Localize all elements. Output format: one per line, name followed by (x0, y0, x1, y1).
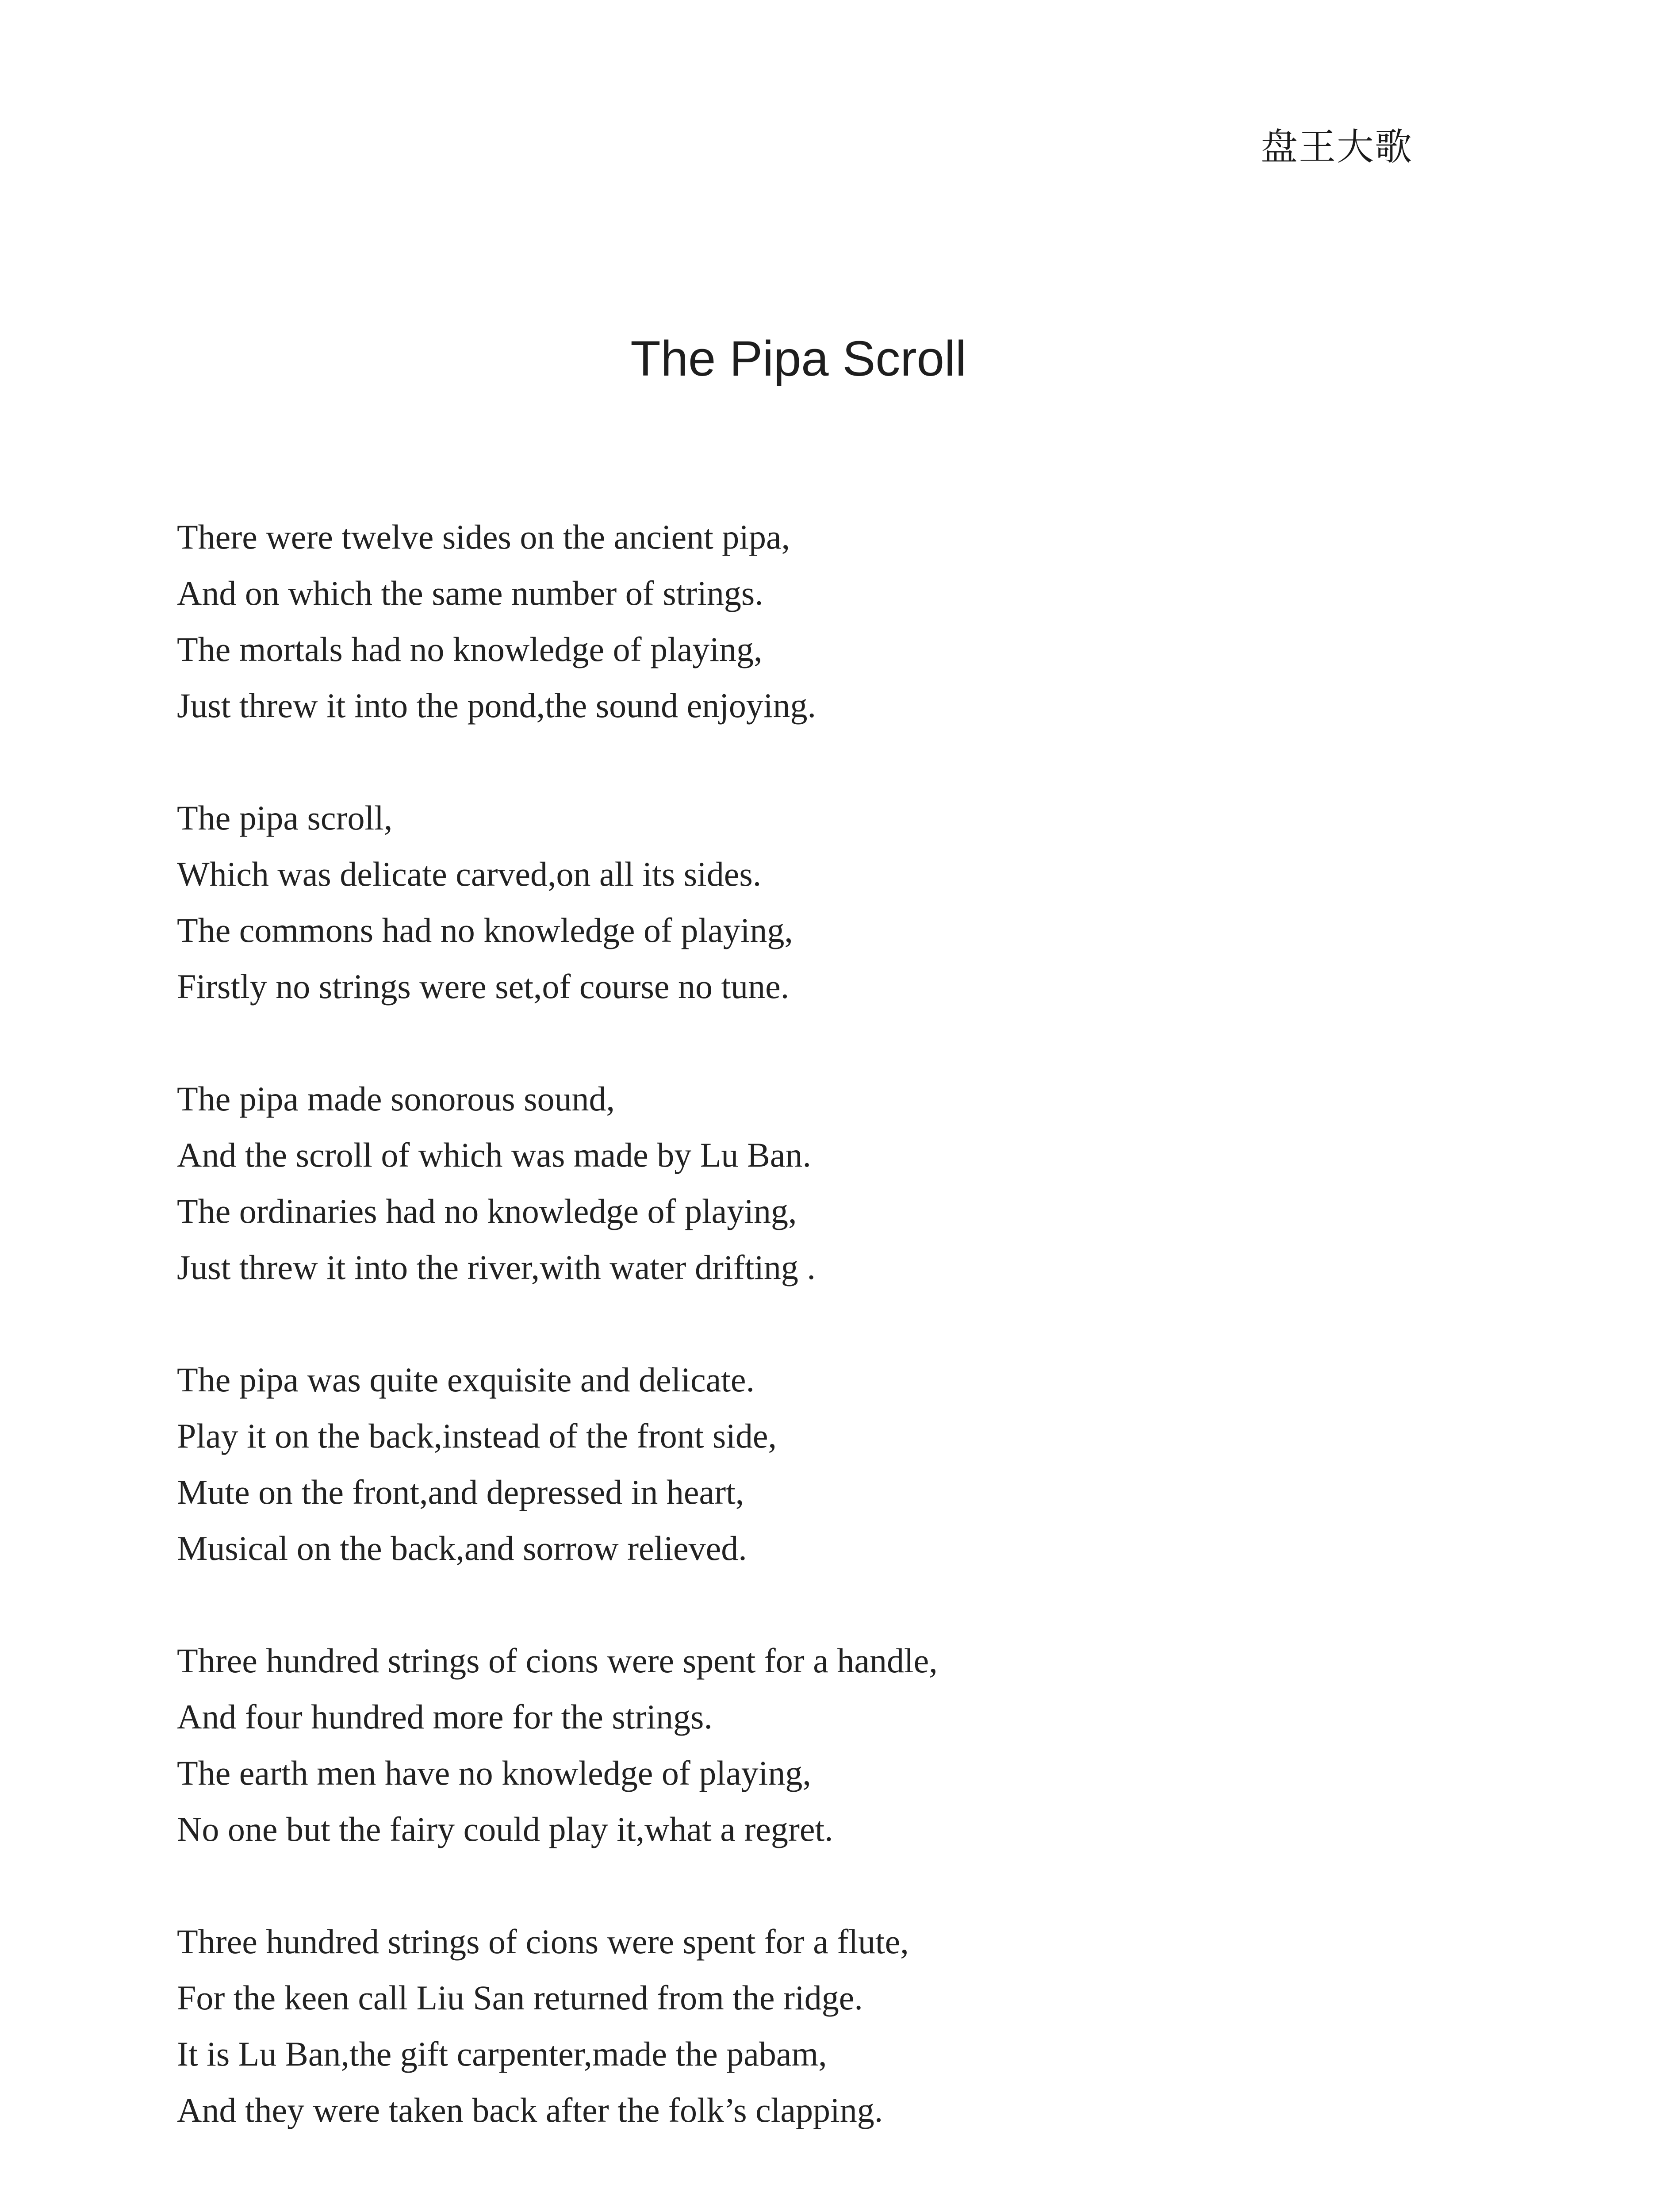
poem-line: The earth men have no knowledge of playing, (177, 1754, 811, 1792)
poem-line: The commons had no knowledge of playing, (177, 911, 793, 949)
poem-line: And the scroll of which was made by Lu Ban. (177, 1136, 812, 1174)
page-title: The Pipa Scroll (630, 331, 966, 386)
stanza-3 (177, 1071, 1283, 1295)
poem-line: And they were taken back after the folk’s clapping. (177, 2091, 883, 2129)
poem-line: And four hundred more for the strings. (177, 1697, 713, 1736)
poem-line: Which was delicate carved,on all its sides. (177, 855, 762, 893)
poem-line: The ordinaries had no knowledge of playing, (177, 1192, 797, 1230)
poem-line: Musical on the back,and sorrow relieved. (177, 1529, 747, 1567)
poem-line: Play it on the back,instead of the front side, (177, 1417, 777, 1455)
poem-line: The pipa was quite exquisite and delicate. (177, 1360, 755, 1399)
poem-line: And on which the same number of strings. (177, 574, 763, 612)
running-header: 盘王大歌 (1261, 125, 1413, 169)
poem-line: There were twelve sides on the ancient pipa, (177, 518, 790, 556)
poem-line: Mute on the front,and depressed in heart, (177, 1473, 744, 1511)
stanza-4 (177, 1352, 1283, 1576)
poem-line: For the keen call Liu San returned from the ridge. (177, 1978, 863, 2017)
poem-line: Just threw it into the pond,the sound enjoying. (177, 686, 816, 725)
poem-line: No one but the fairy could play it,what a regret. (177, 1810, 833, 1848)
poem-line: Three hundred strings of cions were spent for a handle, (177, 1641, 938, 1680)
poem-line: The pipa made sonorous sound, (177, 1079, 615, 1118)
poem-line: Just threw it into the river,with water drifting . (177, 1248, 816, 1286)
poem-line: The pipa scroll, (177, 799, 393, 837)
stanza-6 (177, 1913, 1283, 2138)
poem-line: It is Lu Ban,the gift carpenter,made the pabam, (177, 2035, 827, 2073)
poem-line: Firstly no strings were set,of course no tune. (177, 967, 790, 1006)
stanza-1 (177, 509, 1283, 733)
poem-line: The mortals had no knowledge of playing, (177, 630, 763, 668)
poem-body (177, 509, 1283, 2138)
stanza-2 (177, 790, 1283, 1014)
stanza-5 (177, 1632, 1283, 1857)
poem-line: Three hundred strings of cions were spent for a flute, (177, 1922, 909, 1961)
